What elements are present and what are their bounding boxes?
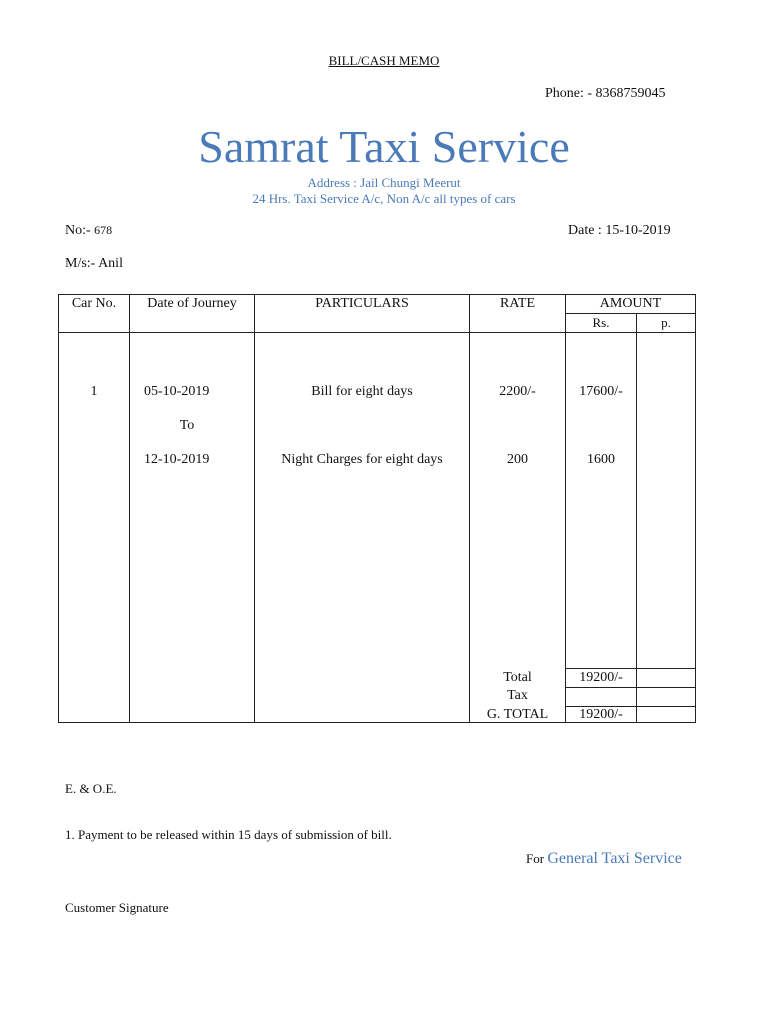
for-company-name: General Taxi Service (547, 850, 682, 867)
row-amount-2: 1600 (587, 452, 615, 467)
bill-date: Date : 15-10-2019 (568, 223, 671, 238)
total-value: 19200/- (579, 670, 623, 685)
journey-to-label: To (179, 418, 195, 433)
row-particulars-2: Night Charges for eight days (281, 452, 443, 467)
header-date-of-journey: Date of Journey (147, 296, 237, 311)
header-paise: p. (661, 315, 671, 330)
row-rate-2: 200 (507, 452, 528, 467)
company-tagline: 24 Hrs. Taxi Service A/c, Non A/c all types of cars (252, 191, 516, 206)
header-car-no: Car No. (71, 296, 117, 311)
header-amount: AMOUNT (599, 296, 662, 311)
tax-label: Tax (507, 688, 528, 703)
journey-start-date: 05-10-2019 (144, 384, 210, 399)
row-rate-1: 2200/- (499, 384, 536, 399)
memo-title: BILL/CASH MEMO (328, 53, 440, 68)
total-label: Total (503, 670, 532, 685)
company-address: Address : Jail Chungi Meerut (307, 175, 461, 190)
grand-total-label: G. TOTAL (486, 707, 549, 722)
header-rate: RATE (500, 296, 535, 311)
customer-signature: Customer Signature (65, 900, 169, 915)
car-number: 1 (90, 384, 98, 399)
for-company-line (526, 850, 682, 868)
for-prefix: For (526, 851, 548, 866)
company-name: Samrat Taxi Service (198, 121, 570, 172)
header-particulars: PARTICULARS (315, 296, 409, 311)
payment-note: 1. Payment to be released within 15 days of submission of bill. (65, 827, 392, 842)
header-rupees: Rs. (592, 315, 610, 330)
customer-name: M/s:- Anil (65, 256, 123, 271)
row-particulars-1: Bill for eight days (311, 384, 413, 399)
phone-number: Phone: - 8368759045 (545, 86, 666, 101)
journey-end-date: 12-10-2019 (144, 452, 210, 467)
bill-number-label: No:- (65, 223, 95, 238)
grand-total-value: 19200/- (579, 707, 623, 722)
row-amount-1: 17600/- (579, 384, 623, 399)
errors-omissions-excepted: E. & O.E. (65, 781, 117, 796)
bill-number-value: 678 (94, 223, 113, 237)
